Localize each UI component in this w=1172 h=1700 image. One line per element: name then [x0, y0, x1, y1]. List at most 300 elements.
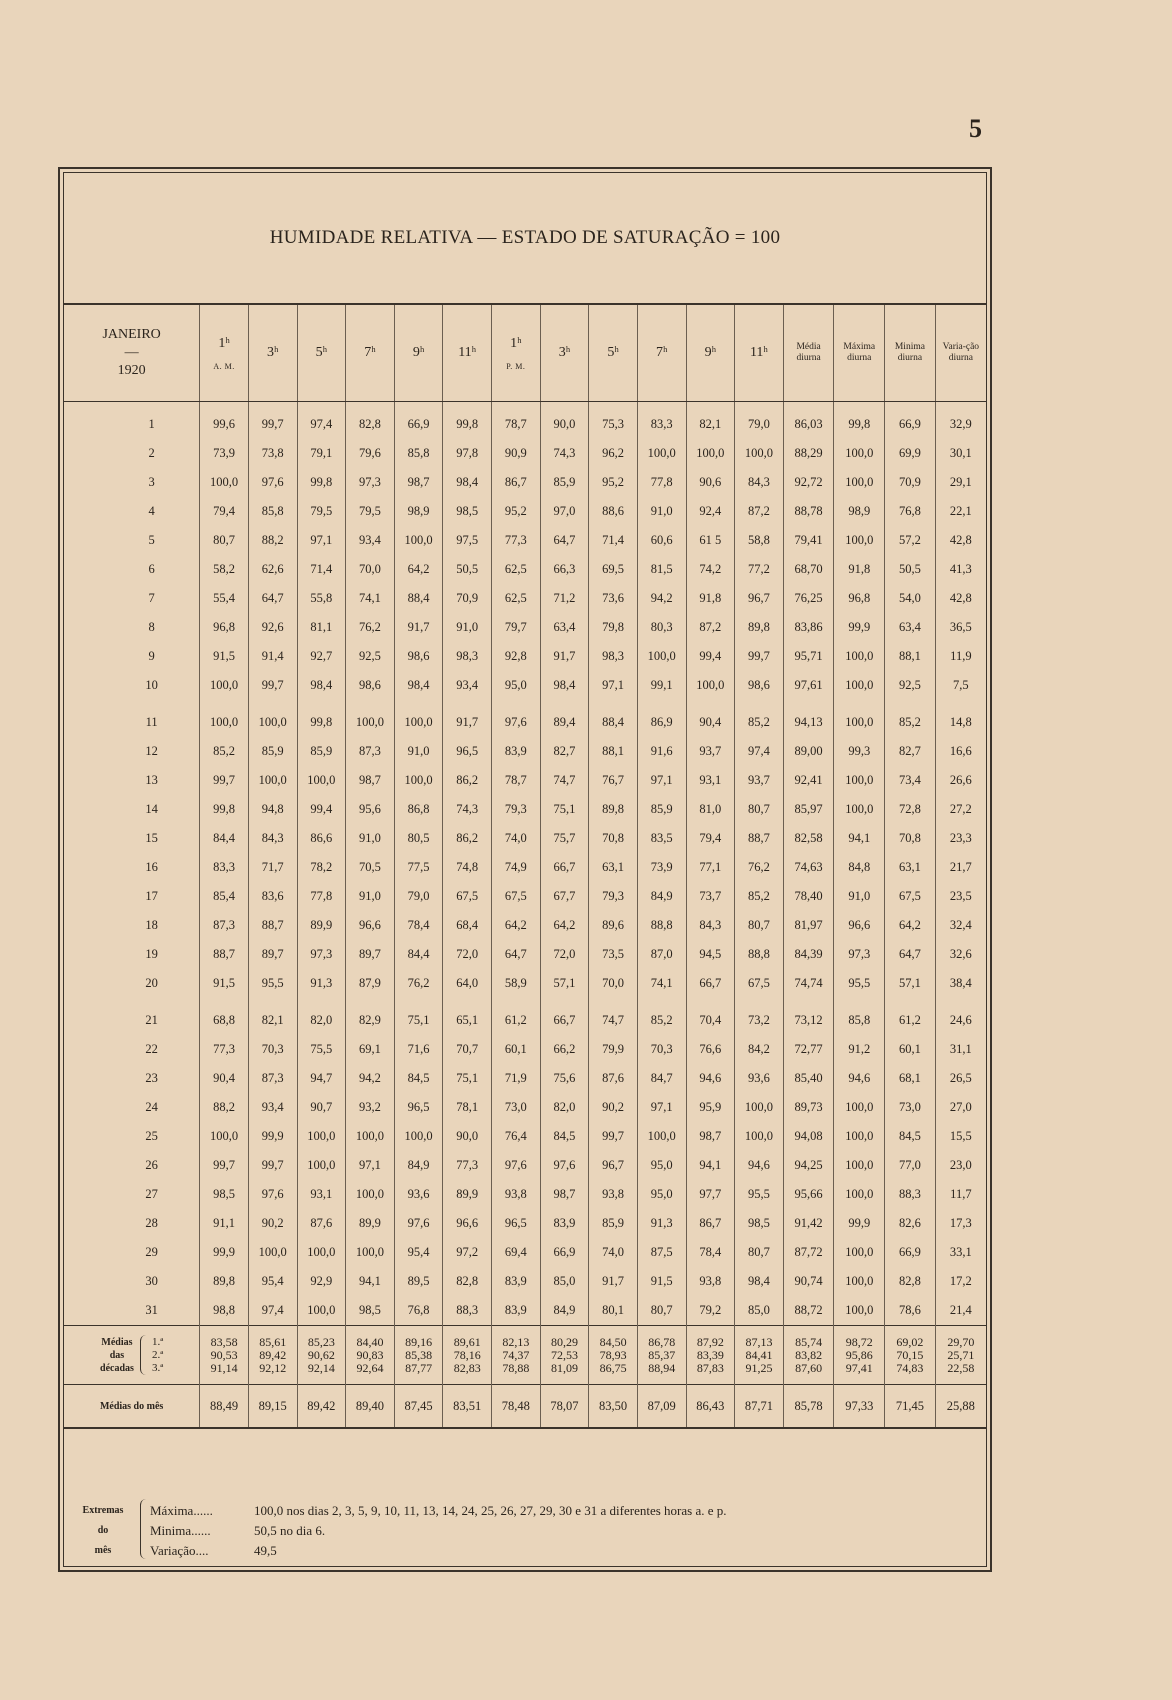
value-cell: 88,2	[200, 1093, 249, 1122]
value-cell: 70,9	[885, 468, 936, 497]
value-cell: 96,7	[589, 1151, 638, 1180]
decade-value: 90,62	[307, 1347, 335, 1362]
value-cell: 68,8	[200, 1006, 249, 1035]
decade-label-word: décadas	[100, 1362, 134, 1374]
value-cell: 83,86	[783, 613, 834, 642]
decade-values-cell	[346, 1326, 395, 1385]
value-cell: 71,7	[248, 853, 297, 882]
value-cell: 97,1	[297, 526, 346, 555]
value-cell: 82,1	[248, 1006, 297, 1035]
month-mean-cell: 88,49	[200, 1385, 249, 1429]
month-mean-cell: 86,43	[686, 1385, 735, 1429]
value-cell: 84,3	[248, 824, 297, 853]
value-cell: 97,4	[735, 737, 784, 766]
value-cell: 42,8	[935, 584, 986, 613]
decade-value: 70,15	[896, 1347, 924, 1362]
decade-value: 85,23	[307, 1334, 335, 1349]
value-cell: 84,3	[735, 468, 784, 497]
value-cell: 100,0	[200, 708, 249, 737]
value-cell: 94,5	[686, 940, 735, 969]
value-cell: 97,1	[346, 1151, 395, 1180]
value-cell: 99,7	[248, 1151, 297, 1180]
value-cell: 86,2	[443, 766, 492, 795]
value-cell: 99,9	[834, 1209, 885, 1238]
value-cell: 80,7	[200, 526, 249, 555]
value-cell: 97,1	[637, 1093, 686, 1122]
decade-values-cell	[443, 1326, 492, 1385]
value-cell: 94,2	[637, 584, 686, 613]
value-cell: 64,2	[394, 555, 443, 584]
value-cell: 82,6	[885, 1209, 936, 1238]
month-mean-cell: 97,33	[834, 1385, 885, 1429]
value-cell: 91,0	[637, 497, 686, 526]
value-cell: 84,3	[686, 911, 735, 940]
table-row	[64, 555, 986, 584]
value-cell: 100,0	[394, 526, 443, 555]
value-cell: 91,8	[686, 584, 735, 613]
value-cell: 70,4	[686, 1006, 735, 1035]
col-header-media	[783, 305, 834, 402]
value-cell: 90,4	[686, 708, 735, 737]
value-cell: 76,6	[686, 1035, 735, 1064]
table-title: HUMIDADE RELATIVA — ESTADO DE SATURAÇÃO = 100	[64, 173, 986, 305]
table-row	[64, 526, 986, 555]
day-cell: 7	[148, 591, 155, 605]
table-row	[64, 410, 986, 439]
decade-means-row	[64, 1326, 986, 1385]
value-cell: 38,4	[935, 969, 986, 998]
value-cell: 100,0	[834, 1122, 885, 1151]
value-cell: 100,0	[297, 1151, 346, 1180]
decade-label-word: das	[109, 1349, 125, 1361]
value-cell: 84,9	[540, 1296, 589, 1326]
value-cell: 84,5	[540, 1122, 589, 1151]
value-cell: 62,5	[492, 584, 541, 613]
value-cell: 91,5	[637, 1267, 686, 1296]
spacer-cell	[492, 998, 541, 1006]
header-row	[64, 305, 986, 402]
value-cell: 99,4	[686, 642, 735, 671]
value-cell: 42,8	[935, 526, 986, 555]
extreme-min-row	[150, 1521, 727, 1541]
value-cell: 98,9	[834, 497, 885, 526]
decade-means-label	[64, 1326, 200, 1385]
value-cell: 89,8	[735, 613, 784, 642]
spacer-cell	[834, 998, 885, 1006]
value-cell: 69,1	[346, 1035, 395, 1064]
table-row	[64, 795, 986, 824]
value-cell: 88,6	[589, 497, 638, 526]
value-cell: 78,40	[783, 882, 834, 911]
hour-label: 9ʰ	[412, 345, 425, 360]
decade-label-word: Médias	[101, 1336, 133, 1348]
extremes-label	[68, 1501, 138, 1561]
humidity-table	[64, 305, 986, 1429]
spacer-row	[64, 402, 986, 411]
decade-value: 78,16	[453, 1347, 481, 1362]
value-cell: 31,1	[935, 1035, 986, 1064]
decade-value: 85,37	[648, 1347, 676, 1362]
decade-value: 78,88	[502, 1360, 530, 1375]
decade-index: 2.ª	[151, 1348, 164, 1361]
value-cell: 84,9	[637, 882, 686, 911]
value-cell: 94,7	[297, 1064, 346, 1093]
value-cell: 77,1	[686, 853, 735, 882]
value-cell: 80,5	[394, 824, 443, 853]
decade-indices	[152, 1336, 163, 1375]
value-cell: 82,1	[686, 410, 735, 439]
value-cell: 78,1	[443, 1093, 492, 1122]
value-cell: 98,4	[443, 468, 492, 497]
spacer-cell	[346, 998, 395, 1006]
hour-label: 5ʰ	[607, 345, 619, 360]
pm-label: P. M.	[506, 361, 526, 371]
day-cell: 11	[145, 715, 158, 729]
value-cell: 98,4	[394, 671, 443, 700]
value-cell: 100,0	[735, 1093, 784, 1122]
day-cell: 4	[148, 504, 155, 518]
value-cell: 73,2	[735, 1006, 784, 1035]
value-cell: 89,00	[783, 737, 834, 766]
value-cell: 26,5	[935, 1064, 986, 1093]
value-cell: 87,0	[637, 940, 686, 969]
value-cell: 73,9	[200, 439, 249, 468]
value-cell: 97,7	[686, 1180, 735, 1209]
value-cell: 85,2	[735, 882, 784, 911]
spacer-cell	[540, 700, 589, 708]
value-cell: 71,4	[589, 526, 638, 555]
table-row	[64, 1267, 986, 1296]
value-cell: 24,6	[935, 1006, 986, 1035]
value-cell: 89,7	[346, 940, 395, 969]
decade-value: 82,83	[453, 1360, 481, 1375]
value-cell: 91,3	[637, 1209, 686, 1238]
decade-value: 85,74	[795, 1334, 823, 1349]
value-cell: 69,4	[492, 1238, 541, 1267]
value-cell: 98,7	[686, 1122, 735, 1151]
hour-label: 3ʰ	[266, 345, 279, 360]
value-cell: 89,7	[248, 940, 297, 969]
col-header-1pm	[492, 305, 541, 402]
value-cell: 69,5	[589, 555, 638, 584]
day-cell: 20	[145, 976, 158, 990]
value-cell: 93,7	[686, 737, 735, 766]
value-cell: 96,6	[443, 1209, 492, 1238]
value-cell: 76,7	[589, 766, 638, 795]
value-cell: 88,78	[783, 497, 834, 526]
value-cell: 95,6	[346, 795, 395, 824]
value-cell: 75,5	[297, 1035, 346, 1064]
table-row	[64, 1180, 986, 1209]
col-header-5pm	[589, 305, 638, 402]
value-cell: 91,2	[834, 1035, 885, 1064]
day-cell: 28	[145, 1216, 158, 1230]
value-cell: 99,8	[297, 708, 346, 737]
value-cell: 79,2	[686, 1296, 735, 1326]
value-cell: 82,8	[346, 410, 395, 439]
decade-values-cell	[297, 1326, 346, 1385]
value-cell: 71,2	[540, 584, 589, 613]
value-cell: 96,7	[735, 584, 784, 613]
value-cell: 97,3	[297, 940, 346, 969]
value-cell: 86,8	[394, 795, 443, 824]
value-cell: 80,7	[637, 1296, 686, 1326]
spacer-cell	[394, 998, 443, 1006]
value-cell: 54,0	[885, 584, 936, 613]
col-header-9pm	[686, 305, 735, 402]
decade-value: 89,61	[453, 1334, 481, 1349]
decade-values-cell	[248, 1326, 297, 1385]
table-row	[64, 911, 986, 940]
value-cell: 73,12	[783, 1006, 834, 1035]
decade-values-cell	[637, 1326, 686, 1385]
value-cell: 88,7	[200, 940, 249, 969]
value-cell: 32,6	[935, 940, 986, 969]
value-cell: 90,0	[443, 1122, 492, 1151]
spacer-cell	[783, 402, 834, 411]
value-cell: 77,2	[735, 555, 784, 584]
decade-value: 87,60	[795, 1360, 823, 1375]
value-cell: 98,4	[540, 671, 589, 700]
table-row	[64, 882, 986, 911]
value-cell: 98,6	[735, 671, 784, 700]
value-cell: 64,7	[885, 940, 936, 969]
value-cell: 74,63	[783, 853, 834, 882]
spacer-cell	[200, 998, 249, 1006]
value-cell: 77,3	[443, 1151, 492, 1180]
value-cell: 27,2	[935, 795, 986, 824]
value-cell: 89,8	[589, 795, 638, 824]
value-cell: 99,8	[443, 410, 492, 439]
spacer-cell	[540, 998, 589, 1006]
decade-value: 80,29	[550, 1334, 578, 1349]
value-cell: 99,7	[248, 671, 297, 700]
value-cell: 100,0	[834, 795, 885, 824]
value-cell: 73,7	[686, 882, 735, 911]
spacer-cell	[297, 998, 346, 1006]
value-cell: 66,7	[686, 969, 735, 998]
value-cell: 86,2	[443, 824, 492, 853]
value-cell: 82,7	[540, 737, 589, 766]
table-row	[64, 1296, 986, 1326]
spacer-cell	[935, 700, 986, 708]
col-header-9am	[394, 305, 443, 402]
value-cell: 67,5	[735, 969, 784, 998]
value-cell: 93,4	[248, 1093, 297, 1122]
value-cell: 71,4	[297, 555, 346, 584]
value-cell: 83,3	[200, 853, 249, 882]
decade-value: 74,37	[502, 1347, 530, 1362]
value-cell: 77,5	[394, 853, 443, 882]
value-cell: 75,1	[443, 1064, 492, 1093]
value-cell: 15,5	[935, 1122, 986, 1151]
value-cell: 87,3	[346, 737, 395, 766]
spacer-cell	[200, 402, 249, 411]
value-cell: 67,5	[443, 882, 492, 911]
value-cell: 94,1	[834, 824, 885, 853]
value-cell: 93,7	[735, 766, 784, 795]
table-row	[64, 584, 986, 613]
month-mean-cell: 83,50	[589, 1385, 638, 1429]
decade-value: 72,53	[550, 1347, 578, 1362]
value-cell: 64,0	[443, 969, 492, 998]
spacer-cell	[686, 402, 735, 411]
decade-value: 98,72	[845, 1334, 873, 1349]
value-cell: 79,0	[735, 410, 784, 439]
value-cell: 90,6	[686, 468, 735, 497]
value-cell: 72,0	[540, 940, 589, 969]
value-cell: 99,8	[297, 468, 346, 497]
value-cell: 99,7	[735, 642, 784, 671]
month-mean-cell: 87,71	[735, 1385, 784, 1429]
value-cell: 80,3	[637, 613, 686, 642]
value-cell: 98,4	[297, 671, 346, 700]
value-cell: 76,25	[783, 584, 834, 613]
value-cell: 83,9	[492, 1296, 541, 1326]
value-cell: 66,2	[540, 1035, 589, 1064]
value-cell: 84,2	[735, 1035, 784, 1064]
value-cell: 100,0	[834, 468, 885, 497]
decade-brace	[140, 1335, 146, 1375]
value-cell: 70,5	[346, 853, 395, 882]
col-header-variacao	[935, 305, 986, 402]
value-cell: 73,8	[248, 439, 297, 468]
value-cell: 87,2	[686, 613, 735, 642]
value-cell: 85,2	[200, 737, 249, 766]
value-cell: 11,9	[935, 642, 986, 671]
value-cell: 100,0	[637, 439, 686, 468]
decade-value: 84,40	[356, 1334, 384, 1349]
value-cell: 100,0	[200, 468, 249, 497]
value-cell: 74,9	[492, 853, 541, 882]
value-cell: 100,0	[297, 766, 346, 795]
value-cell: 81,1	[297, 613, 346, 642]
value-cell: 80,1	[589, 1296, 638, 1326]
day-cell: 12	[145, 744, 158, 758]
value-cell: 90,2	[248, 1209, 297, 1238]
value-cell: 89,9	[443, 1180, 492, 1209]
value-cell: 97,8	[443, 439, 492, 468]
spacer-cell	[735, 700, 784, 708]
table-row	[64, 671, 986, 700]
value-cell: 96,8	[834, 584, 885, 613]
value-cell: 88,7	[248, 911, 297, 940]
value-cell: 97,6	[248, 468, 297, 497]
value-cell: 98,5	[346, 1296, 395, 1326]
value-cell: 50,5	[443, 555, 492, 584]
decade-value: 87,92	[696, 1334, 724, 1349]
value-cell: 85,40	[783, 1064, 834, 1093]
value-cell: 73,4	[885, 766, 936, 795]
day-cell: 16	[145, 860, 158, 874]
hour-label: 11ʰ	[749, 345, 768, 360]
value-cell: 88,2	[248, 526, 297, 555]
value-cell: 79,6	[346, 439, 395, 468]
value-cell: 99,3	[834, 737, 885, 766]
value-cell: 63,1	[885, 853, 936, 882]
value-cell: 91,0	[394, 737, 443, 766]
value-cell: 100,0	[834, 708, 885, 737]
value-cell: 88,1	[589, 737, 638, 766]
extremes-label-1: Extremas	[82, 1505, 124, 1516]
value-cell: 78,2	[297, 853, 346, 882]
value-cell: 100,0	[735, 1122, 784, 1151]
value-cell: 74,7	[540, 766, 589, 795]
day-cell: 13	[145, 773, 158, 787]
value-cell: 16,6	[935, 737, 986, 766]
spacer-cell	[443, 402, 492, 411]
day-cell: 30	[145, 1274, 158, 1288]
value-cell: 88,3	[443, 1296, 492, 1326]
value-cell: 74,3	[540, 439, 589, 468]
day-cell: 18	[145, 918, 158, 932]
value-cell: 100,0	[248, 1238, 297, 1267]
value-cell: 97,0	[540, 497, 589, 526]
extreme-max-row	[150, 1501, 727, 1521]
value-cell: 87,6	[297, 1209, 346, 1238]
value-cell: 66,9	[540, 1238, 589, 1267]
value-cell: 77,8	[297, 882, 346, 911]
value-cell: 80,7	[735, 795, 784, 824]
value-cell: 100,0	[248, 708, 297, 737]
value-cell: 96,5	[443, 737, 492, 766]
decade-value: 89,16	[405, 1334, 433, 1349]
value-cell: 98,5	[200, 1180, 249, 1209]
value-cell: 76,8	[885, 497, 936, 526]
value-cell: 94,6	[834, 1064, 885, 1093]
value-cell: 92,9	[297, 1267, 346, 1296]
table-row	[64, 1035, 986, 1064]
value-cell: 95,71	[783, 642, 834, 671]
value-cell: 60,1	[492, 1035, 541, 1064]
decade-value: 91,25	[745, 1360, 773, 1375]
value-cell: 91,6	[637, 737, 686, 766]
value-cell: 99,7	[248, 410, 297, 439]
value-cell: 85,4	[200, 882, 249, 911]
table-row	[64, 853, 986, 882]
value-cell: 91,8	[834, 555, 885, 584]
value-cell: 80,7	[735, 1238, 784, 1267]
value-cell: 21,4	[935, 1296, 986, 1326]
value-cell: 87,5	[637, 1238, 686, 1267]
hour-label: 3ʰ	[558, 345, 571, 360]
value-cell: 72,8	[885, 795, 936, 824]
value-cell: 100,0	[834, 1267, 885, 1296]
spacer-cell	[248, 700, 297, 708]
value-cell: 85,9	[540, 468, 589, 497]
value-cell: 97,6	[540, 1151, 589, 1180]
value-cell: 81,5	[637, 555, 686, 584]
value-cell: 100,0	[346, 708, 395, 737]
value-cell: 95,5	[834, 969, 885, 998]
minima-label: Minima diurna	[894, 342, 925, 363]
value-cell: 63,4	[540, 613, 589, 642]
value-cell: 94,2	[346, 1064, 395, 1093]
value-cell: 99,1	[637, 671, 686, 700]
value-cell: 61,2	[492, 1006, 541, 1035]
value-cell: 14,8	[935, 708, 986, 737]
decade-value: 25,71	[947, 1347, 975, 1362]
value-cell: 66,7	[540, 1006, 589, 1035]
value-cell: 73,0	[885, 1093, 936, 1122]
value-cell: 93,1	[297, 1180, 346, 1209]
value-cell: 64,2	[885, 911, 936, 940]
value-cell: 80,7	[735, 911, 784, 940]
variacao-label: Varia-ção diurna	[942, 342, 980, 363]
value-cell: 79,3	[492, 795, 541, 824]
decade-value: 83,39	[696, 1347, 724, 1362]
decade-value: 87,83	[696, 1360, 724, 1375]
